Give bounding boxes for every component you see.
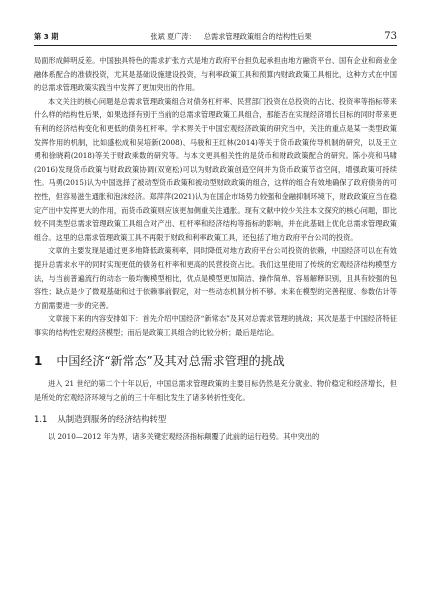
subsection-title: 从制造到服务的经济结构转型	[57, 413, 167, 424]
section-number: 1	[34, 354, 43, 369]
running-header	[34, 26, 397, 46]
subsection-number: 1.1	[34, 413, 48, 424]
paragraph-subsection-start: 以 2010—2012 年为界，诸多关键宏观经济指标颠覆了此前的运行趋势。其中突出的	[48, 431, 320, 441]
paragraph-outline: 文章接下来的内容安排如下：首先介绍中国经济“新常态”及其对总需求管理的挑战；其次是基于中国经济特征事实的结构性宏观经济模型；而后是政策工具组合的比较分析；最后是结论。	[34, 314, 397, 337]
paragraph-main-findings: 文章的主要发现是通过更多地降低政策利率，同时降低对地方政府平台公司投资的依赖，中国经济可以在有效提升总需求水平的同时实现更低的债务杠杆率和更高的民营投资占比。我们这里使用了传统的宏观经济结构模型方法，与当前普遍流行的动态一般均衡模型相比，优点是模型更加简洁、操作简单、容易解释识别，且具有较强的包容性；缺点是少了微观基础和过于依赖事前假定，对一些动态机制分析不够。未来在模型的完善程度、参数估计等方面需要进一步的完善。	[34, 246, 397, 310]
paragraph-core-question: 本文关注的核心问题是总需求管理政策组合对债务杠杆率、民营部门投资在总投资的占比、投资率等指标带来什么样的结构性后果，如果选择有别于当前的总需求管理政策工具组合，那能否在实现经济增长目标的同时带来更有利的经济结构变化和更低的债务杠杆率。学术界关于中国宏观经济政策的研究当中，关注的重点是某一类型政策发挥作用的机制，比如盛松成和吴培新(2008)、马骏和王红林(2014)等关于货币政策传导机制的研究，以及王立勇和徐晓莉(2018)等关于财政乘数的研究等。与本文更具相关性的是货币和财政政策配合的研究。陈小亮和马啸(2016)发现货币政策与财政政策协调(双宽松)可以为财政政策创造空间并为货币政策节省空间，增强政策可持续性。马勇(2015)认为中国选择了被动型货币政策和被动型财政政策的组合，这样的组合有效地确保了政府债务的可控性，但容易滋生通胀和泡沫经济。郑萍萍(2021)认为在国企市场势力较强和金融抑制环境下，财政政策应当在稳定产出中发挥更大的作用，而货币政策则应该更加侧重关注通胀。现有文献中较少关注本文探究的核心问题，即比较不同类型总需求管理政策工具组合对产出、杠杆率和经济结构等指标的影响，并在此基础上优化总需求管理政策组合。这里的总需求管理政策工具不再限于财政和利率政策工具，还包括了地方政府平台公司的投资。	[34, 96, 397, 242]
header-article-title: 总需求管理政策组合的结构性后果	[203, 32, 312, 41]
issue-label: 第 3 期	[34, 32, 59, 41]
subsection-heading	[34, 413, 397, 426]
section-title: 中国经济“新常态”及其对总需求管理的挑战	[56, 354, 285, 369]
article-body	[34, 54, 397, 443]
paragraph-section-intro: 进入 21 世纪的第二个十年以后，中国总需求管理政策的主要目标仍然是充分就业、物价稳定和经济增长，但是所处的宏观经济环境与之前的三十年相比发生了诸多转折性变化。	[34, 379, 397, 403]
page-number: 73	[384, 31, 397, 42]
paragraph-continuation: 局面形成鲜明反差。中国独具特色的需求扩张方式是地方政府平台担负起承担由地方融资平台、国有企业和商业金融体系配合的准债投资，尤其是基础设施建设投资，与利率政策工具和预算内财政政策工具相比，这种方式在中国的总需求管理政策实践当中发挥了更加突出的作用。	[34, 56, 397, 93]
header-authors: 张斌 夏广涛：	[150, 32, 196, 41]
section-heading	[34, 353, 397, 369]
